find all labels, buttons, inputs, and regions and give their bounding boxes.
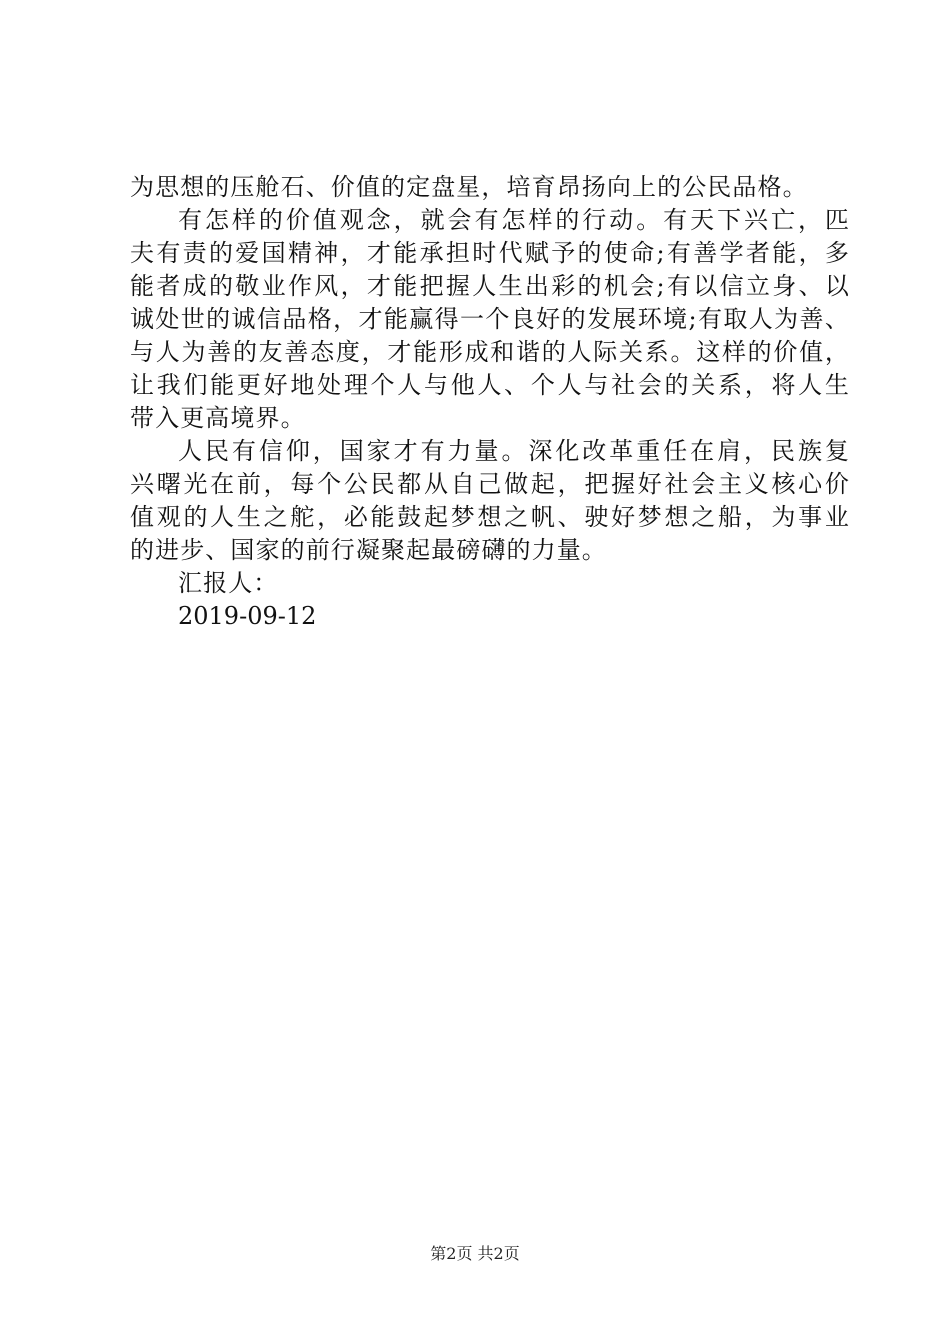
text-line: 的进步、国家的前行凝聚起最磅礴的力量。 <box>130 536 607 564</box>
text-line: 为思想的压舱石、价值的定盘星，培育昂扬向上的公民品格。 <box>130 173 808 201</box>
document-body <box>130 171 850 633</box>
text-line: 与人为善的友善态度，才能形成和谐的人际关系。这样的价值， <box>130 338 850 366</box>
text-line: 兴曙光在前，每个公民都从自己做起，把握好社会主义核心价 <box>130 470 850 498</box>
text-line: 带入更高境界。 <box>130 404 306 432</box>
text-line: 让我们能更好地处理个人与他人、个人与社会的关系，将人生 <box>130 371 850 399</box>
paragraph-start-line: 有怎样的价值观念，就会有怎样的行动。有天下兴亡，匹 <box>178 206 850 234</box>
report-date: 2019-09-12 <box>178 602 317 630</box>
reporter-label: 汇报人： <box>178 569 279 597</box>
paragraph-start-line: 人民有信仰，国家才有力量。深化改革重任在肩，民族复 <box>178 437 850 465</box>
page-footer: 第2页 共2页 <box>430 1244 520 1263</box>
text-line: 值观的人生之舵，必能鼓起梦想之帆、驶好梦想之船，为事业 <box>130 503 850 531</box>
text-line: 能者成的敬业作风，才能把握人生出彩的机会;有以信立身、以 <box>130 272 850 300</box>
text-line: 夫有责的爱国精神，才能承担时代赋予的使命;有善学者能，多 <box>130 239 850 267</box>
text-line: 诚处世的诚信品格，才能赢得一个良好的发展环境;有取人为善、 <box>130 305 850 333</box>
